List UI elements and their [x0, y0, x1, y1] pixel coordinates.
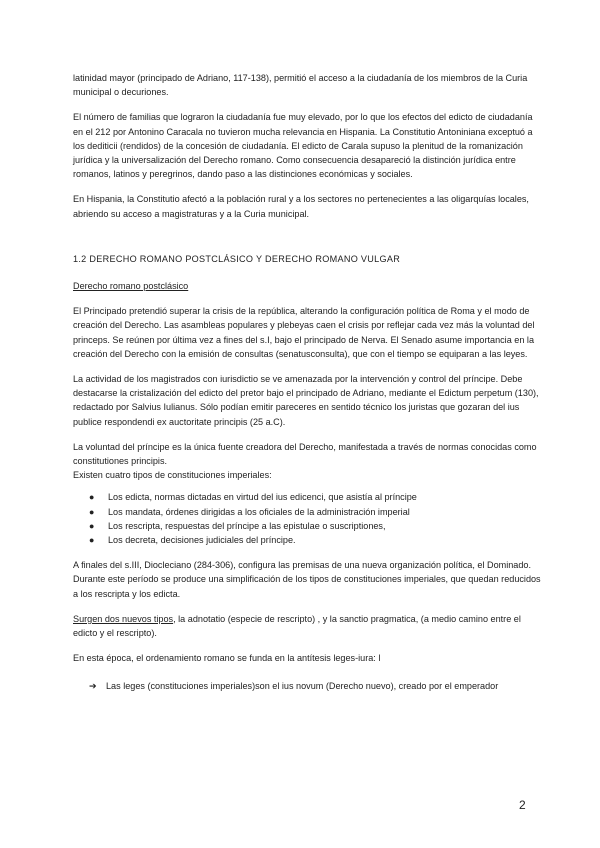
- paragraph-hispania: En Hispania, la Constitutio afectó a la población rural y a los sectores no pertenecientes a las oligarquías locales, abriendo su acceso a magistraturas y a la Curia municipal.: [73, 194, 529, 219]
- paragraph-diocleciano: A finales del s.III, Diocleciano (284-306), configura las premisas de una nueva organización política, el Dominado. Durante este período se produce una simplificación de los tipos de constituciones imperiales, que quedan reducidos a los rescripta y los edicta.: [73, 560, 541, 599]
- paragraph-voluntad: La voluntad del príncipe es la única fuente creadora del Derecho, manifestada a través de normas conocidas como constitutiones principis.: [73, 441, 537, 467]
- page-number: 2: [519, 798, 526, 812]
- paragraph-principado: El Principado pretendió superar la crisis de la república, alterando la configuración política de Roma y el modo de creación del Derecho. Las asambleas populares y plebeyas caen el crisis por reflejar cada vez más la voluntad del princeps. Se reúnen por última vez a fines del s.I, bajo el principado de Nerva. El Senado asume importancia en la creación del Derecho con la emisión de consultas (senatusconsulta), que con el tiempo se equiparan a las leyes.: [73, 306, 535, 359]
- bullet-icon: ●: [89, 520, 95, 531]
- paragraph-ciudadania: El número de familias que lograron la ciudadanía fue muy elevado, por lo que los efectos del edicto de ciudadanía en el 212 por Antonino Caracala no tuvieron mucha relevancia en Hispania. La Constitutio Antoniniana exceptuó a los dediticii (rendidos) de la concesión de ciudadanía. El edicto de Carala supuso la plenitud de la romanización jurídica y la universalización del Derecho romano. Como consecuencia desapareció la distinción jurídica entre romanos, latinos y peregrinos, dando paso a las distinciones económicas y sociales.: [73, 112, 533, 180]
- list-item: ● Los mandata, órdenes dirigidas a los oficiales de la administración imperial: [89, 505, 543, 519]
- underlined-phrase: Surgen dos nuevos tipos: [73, 613, 174, 624]
- paragraph-nuevos-tipos: Surgen dos nuevos tipos, la adnotatio (especie de rescripto) , y la sanctio pragmatica, (a medio camino entre el edicto y el rescripto).: [73, 613, 521, 639]
- list-item: ● Los edicta, normas dictadas en virtud del ius edicenci, que asistía al príncipe: [89, 490, 543, 504]
- arrow-list: [73, 679, 543, 693]
- paragraph-magistrados: La actividad de los magistrados con iurisdictio se ve amenazada por la intervención y control del príncipe. Debe destacarse la cristalización del edicto del pretor bajo el principado de Adriano, mediante el Edictum perpetum (130), redactado por Salvius Iulianus. Sólo podían emitir pareceres en sentido técnico los juristas que gozaran del ius publice respondendi ex auctoritate principis (25 a.C).: [73, 374, 539, 427]
- section-heading: 1.2 DERECHO ROMANO POSTCLÁSICO Y DERECHO ROMANO VULGAR: [73, 253, 401, 264]
- subsection-heading: Derecho romano postclásico: [73, 281, 189, 292]
- list-item: ● Los decreta, decisiones judiciales del príncipe.: [89, 533, 543, 547]
- arrow-right-icon: ➔: [89, 680, 97, 691]
- bullet-icon: ●: [89, 506, 95, 517]
- bullet-icon: ●: [89, 535, 95, 546]
- bullet-icon: ●: [89, 492, 95, 503]
- paragraph-antitesis: En esta época, el ordenamiento romano se funda en la antítesis leges-iura: l: [73, 653, 381, 664]
- paragraph-tipos-intro: Existen cuatro tipos de constituciones imperiales:: [73, 470, 272, 481]
- list-item: ➔ Las leges (constituciones imperiales)son el ius novum (Derecho nuevo), creado por el emperador: [89, 679, 543, 693]
- list-item: ● Los rescripta, respuestas del príncipe a las epistulae o suscriptiones,: [89, 519, 543, 533]
- constitutions-list: [73, 490, 543, 547]
- document-body: [73, 71, 543, 693]
- paragraph-latinidad: latinidad mayor (principado de Adriano, 117-138), permitió el acceso a la ciudadanía de los miembros de la Curia municipal o decuriones.: [73, 73, 528, 98]
